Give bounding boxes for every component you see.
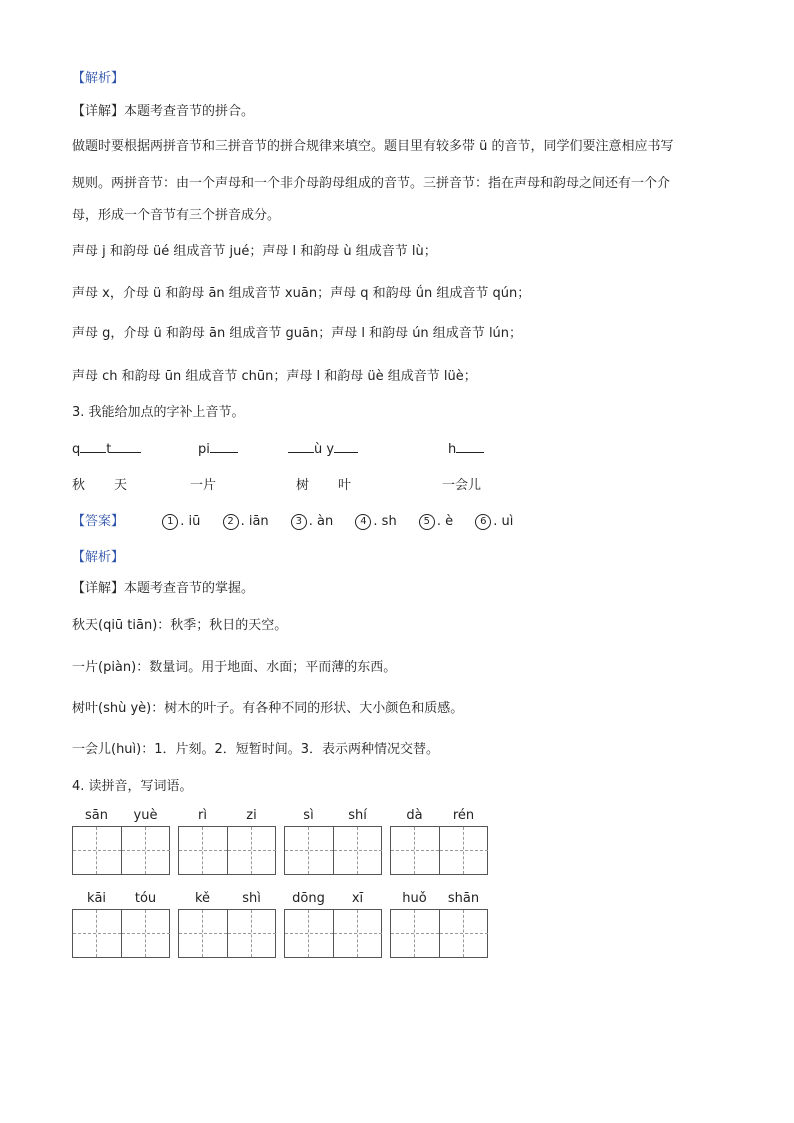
writing-grid-group xyxy=(72,808,170,876)
tian-grid[interactable] xyxy=(390,909,488,958)
fill-blank: ù y xyxy=(288,440,358,457)
syllable-rule-line: 声母 x，介母 ü 和韵母 ān 组成音节 xuān；声母 q 和韵母 ǘn 组成音节 qún； xyxy=(72,286,531,301)
pinyin-label: xī xyxy=(351,891,364,906)
pinyin-label: rì xyxy=(198,808,207,823)
answer-item: 4 . sh xyxy=(355,514,396,529)
word-char: 秋 xyxy=(72,478,86,493)
tian-grid[interactable] xyxy=(72,909,170,958)
pinyin-label: sì xyxy=(303,808,314,823)
writing-grid-group xyxy=(390,808,488,876)
pinyin-label: zi xyxy=(246,808,257,823)
question-3-title: 3. 我能给加点的字补上音节。 xyxy=(72,405,245,420)
writing-grid-group xyxy=(178,891,276,959)
question-4-title: 4. 读拼音，写词语。 xyxy=(72,779,193,794)
writing-grid-group xyxy=(284,808,382,876)
answer-blank xyxy=(111,440,141,453)
writing-grid-group xyxy=(284,891,382,959)
syllable-rule-line: 声母 ch 和韵母 ūn 组成音节 chūn；声母 l 和韵母 üè 组成音节 lüè； xyxy=(72,369,477,384)
pinyin-label: kě xyxy=(194,891,211,906)
definition-line: 树叶(shù yè)：树木的叶子。有各种不同的形状、大小颜色和质感。 xyxy=(72,701,464,716)
pinyin-label: huǒ xyxy=(402,891,427,906)
analysis-tag: 【解析】 xyxy=(72,550,125,565)
writing-grid-group xyxy=(390,891,488,959)
paragraph-line: 母，形成一个音节有三个拼音成分。 xyxy=(72,208,281,223)
detail-line: 【详解】本题考查音节的掌握。 xyxy=(72,581,255,596)
tian-grid[interactable] xyxy=(72,826,170,875)
syllable-rule-line: 声母 g，介母 ü 和韵母 ān 组成音节 guān；声母 l 和韵母 ún 组成音节 lún； xyxy=(72,326,523,341)
pinyin-label: yuè xyxy=(133,808,158,823)
fill-blank: pi xyxy=(198,440,238,457)
detail-line: 【详解】本题考查音节的拼合。 xyxy=(72,104,255,119)
answer-tag: 【答案】 xyxy=(72,514,125,529)
answer-item: 6 . uì xyxy=(475,514,513,529)
answer-blank xyxy=(456,440,484,453)
pinyin-label: shān xyxy=(447,891,480,906)
pinyin-label: dà xyxy=(406,808,423,823)
word-char: 天 xyxy=(114,478,128,493)
tian-grid[interactable] xyxy=(284,826,382,875)
pinyin-label: tóu xyxy=(134,891,157,906)
tian-grid[interactable] xyxy=(284,909,382,958)
pinyin-label: shì xyxy=(242,891,261,906)
analysis-tag: 【解析】 xyxy=(72,71,125,86)
answer-row xyxy=(72,510,531,530)
definition-line: 一会儿(huì)：1．片刻。2．短暂时间。3．表示两种情况交替。 xyxy=(72,742,440,757)
answer-item: 3 . àn xyxy=(291,514,333,529)
answer-blank xyxy=(334,440,358,453)
word-char: 树 xyxy=(296,478,310,493)
word-char: 叶 xyxy=(338,478,352,493)
paragraph-line: 做题时要根据两拼音节和三拼音节的拼合规律来填空。题目里有较多带 ü 的音节，同学们要注意相应书写 xyxy=(72,139,674,154)
word: 一会儿 xyxy=(442,478,482,493)
definition-line: 秋天(qiū tiān)：秋季；秋日的天空。 xyxy=(72,618,288,633)
tian-grid[interactable] xyxy=(178,826,276,875)
tian-grid[interactable] xyxy=(390,826,488,875)
word: 一片 xyxy=(190,478,217,493)
pinyin-label: sān xyxy=(85,808,108,823)
pinyin-label: kāi xyxy=(86,891,107,906)
writing-grid-group xyxy=(178,808,276,876)
pinyin-label: shí xyxy=(348,808,367,823)
paragraph-line: 规则。两拼音节：由一个声母和一个非介母韵母组成的音节。三拼音节：指在声母和韵母之间还有一个介 xyxy=(72,176,671,191)
syllable-rule-line: 声母 j 和韵母 üé 组成音节 jué；声母 l 和韵母 ù 组成音节 lù； xyxy=(72,244,437,259)
answer-item: 1 . iū xyxy=(162,514,200,529)
answer-item: 2 . iān xyxy=(223,514,269,529)
fill-blank: h xyxy=(448,440,484,457)
fill-blank: q t xyxy=(72,440,141,457)
pinyin-label: rén xyxy=(452,808,475,823)
answer-blank xyxy=(210,440,238,453)
tian-grid[interactable] xyxy=(178,909,276,958)
pinyin-label: dōng xyxy=(292,891,325,906)
answer-blank xyxy=(80,440,106,453)
definition-line: 一片(piàn)：数量词。用于地面、水面；平而薄的东西。 xyxy=(72,660,397,675)
writing-grid-group xyxy=(72,891,170,959)
answer-item: 5 . è xyxy=(419,514,453,529)
answer-blank xyxy=(288,440,314,453)
